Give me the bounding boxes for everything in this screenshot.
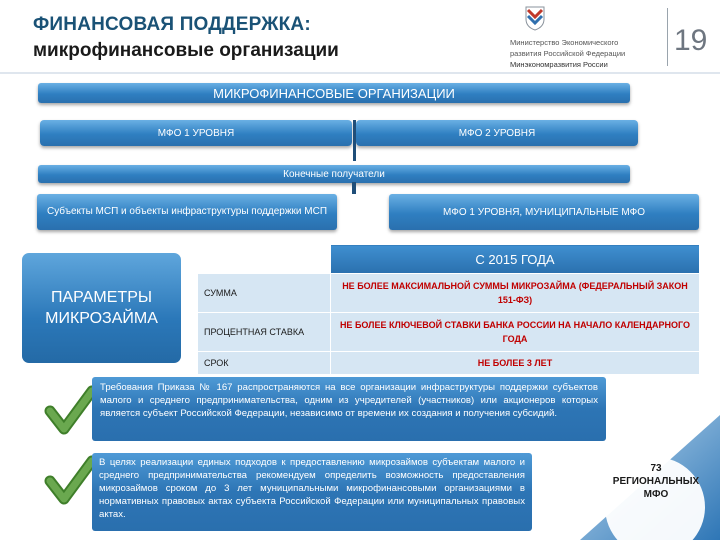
final-recipients-bar: Конечные получатели bbox=[38, 165, 630, 183]
connector-line bbox=[353, 120, 356, 161]
page-subtitle: микрофинансовые организации bbox=[33, 40, 339, 61]
table-header-row bbox=[198, 245, 700, 274]
regional-mfo-count bbox=[592, 462, 720, 526]
row-value-term: НЕ БОЛЕЕ 3 ЛЕТ bbox=[331, 352, 700, 375]
row-label-rate: ПРОЦЕНТНАЯ СТАВКА bbox=[198, 313, 331, 352]
ministry-name bbox=[510, 37, 660, 70]
table-header-2015: С 2015 ГОДА bbox=[331, 245, 700, 274]
loan-params-label: ПАРАМЕТРЫ МИКРОЗАЙМА bbox=[22, 253, 181, 363]
page-title: ФИНАНСОВАЯ ПОДДЕРЖКА: bbox=[33, 14, 311, 35]
ministry-line-2: развития Российской Федерации bbox=[510, 49, 626, 58]
page-number: 19 bbox=[674, 24, 708, 57]
checkmark-icon bbox=[44, 455, 98, 507]
mfo-main-bar: МИКРОФИНАНСОВЫЕ ОРГАНИЗАЦИИ bbox=[38, 83, 630, 103]
row-label-amount: СУММА bbox=[198, 274, 331, 313]
loan-params-table bbox=[197, 244, 700, 375]
row-label-term: СРОК bbox=[198, 352, 331, 375]
mfo-level1-box: МФО 1 УРОВНЯ bbox=[40, 120, 352, 146]
header-divider bbox=[667, 8, 668, 66]
checkmark-icon bbox=[44, 385, 98, 437]
ministry-line-1: Министерство Экономического bbox=[510, 38, 619, 47]
table-row bbox=[198, 274, 700, 313]
regional-mfo-label-2: МФО bbox=[643, 489, 669, 500]
table-row bbox=[198, 313, 700, 352]
row-value-rate: НЕ БОЛЕЕ КЛЮЧЕВОЙ СТАВКИ БАНКА РОССИИ НА НАЧАЛО КАЛЕНДАРНОГО ГОДА bbox=[331, 313, 700, 352]
ministry-logo-icon bbox=[523, 5, 547, 31]
recipients-smb-box: Субъекты МСП и объекты инфраструктуры поддержки МСП bbox=[37, 194, 337, 230]
regional-mfo-label-1: РЕГИОНАЛЬНЫХ bbox=[612, 476, 700, 487]
regional-mfo-number: 73 bbox=[650, 463, 662, 474]
table-row bbox=[198, 352, 700, 375]
row-value-amount: НЕ БОЛЕЕ МАКСИМАЛЬНОЙ СУММЫ МИКРОЗАЙМА (ФЕДЕРАЛЬНЫЙ ЗАКОН 151-ФЗ) bbox=[331, 274, 700, 313]
recipients-mfo-box: МФО 1 УРОВНЯ, МУНИЦИПАЛЬНЫЕ МФО bbox=[389, 194, 699, 230]
mfo-level2-box: МФО 2 УРОВНЯ bbox=[356, 120, 638, 146]
ministry-line-3: Минэкономразвития России bbox=[510, 60, 608, 69]
table-header-empty bbox=[198, 245, 331, 274]
connector-line-lower bbox=[352, 182, 356, 194]
requirement-text-1: Требования Приказа № 167 распространяются на все организации инфраструктуры поддержки субъектов малого и среднего предпринимательства, одним из учредителей (участников) или акционеров которых является субъект Российской Федерации, независимо от времени их создания и получения субсидий. bbox=[92, 377, 606, 441]
header-underline bbox=[0, 72, 720, 74]
requirement-text-2: В целях реализации единых подходов к предоставлению микрозаймов субъектам малого и среднего предпринимательства рекомендуем определить возможность предоставления микрозаймов сроком до 3 лет муниципальными микрофинансовыми организациями в нормативных правовых актах субъекта Российской Федерации или муниципальных правовых актах. bbox=[92, 453, 532, 531]
